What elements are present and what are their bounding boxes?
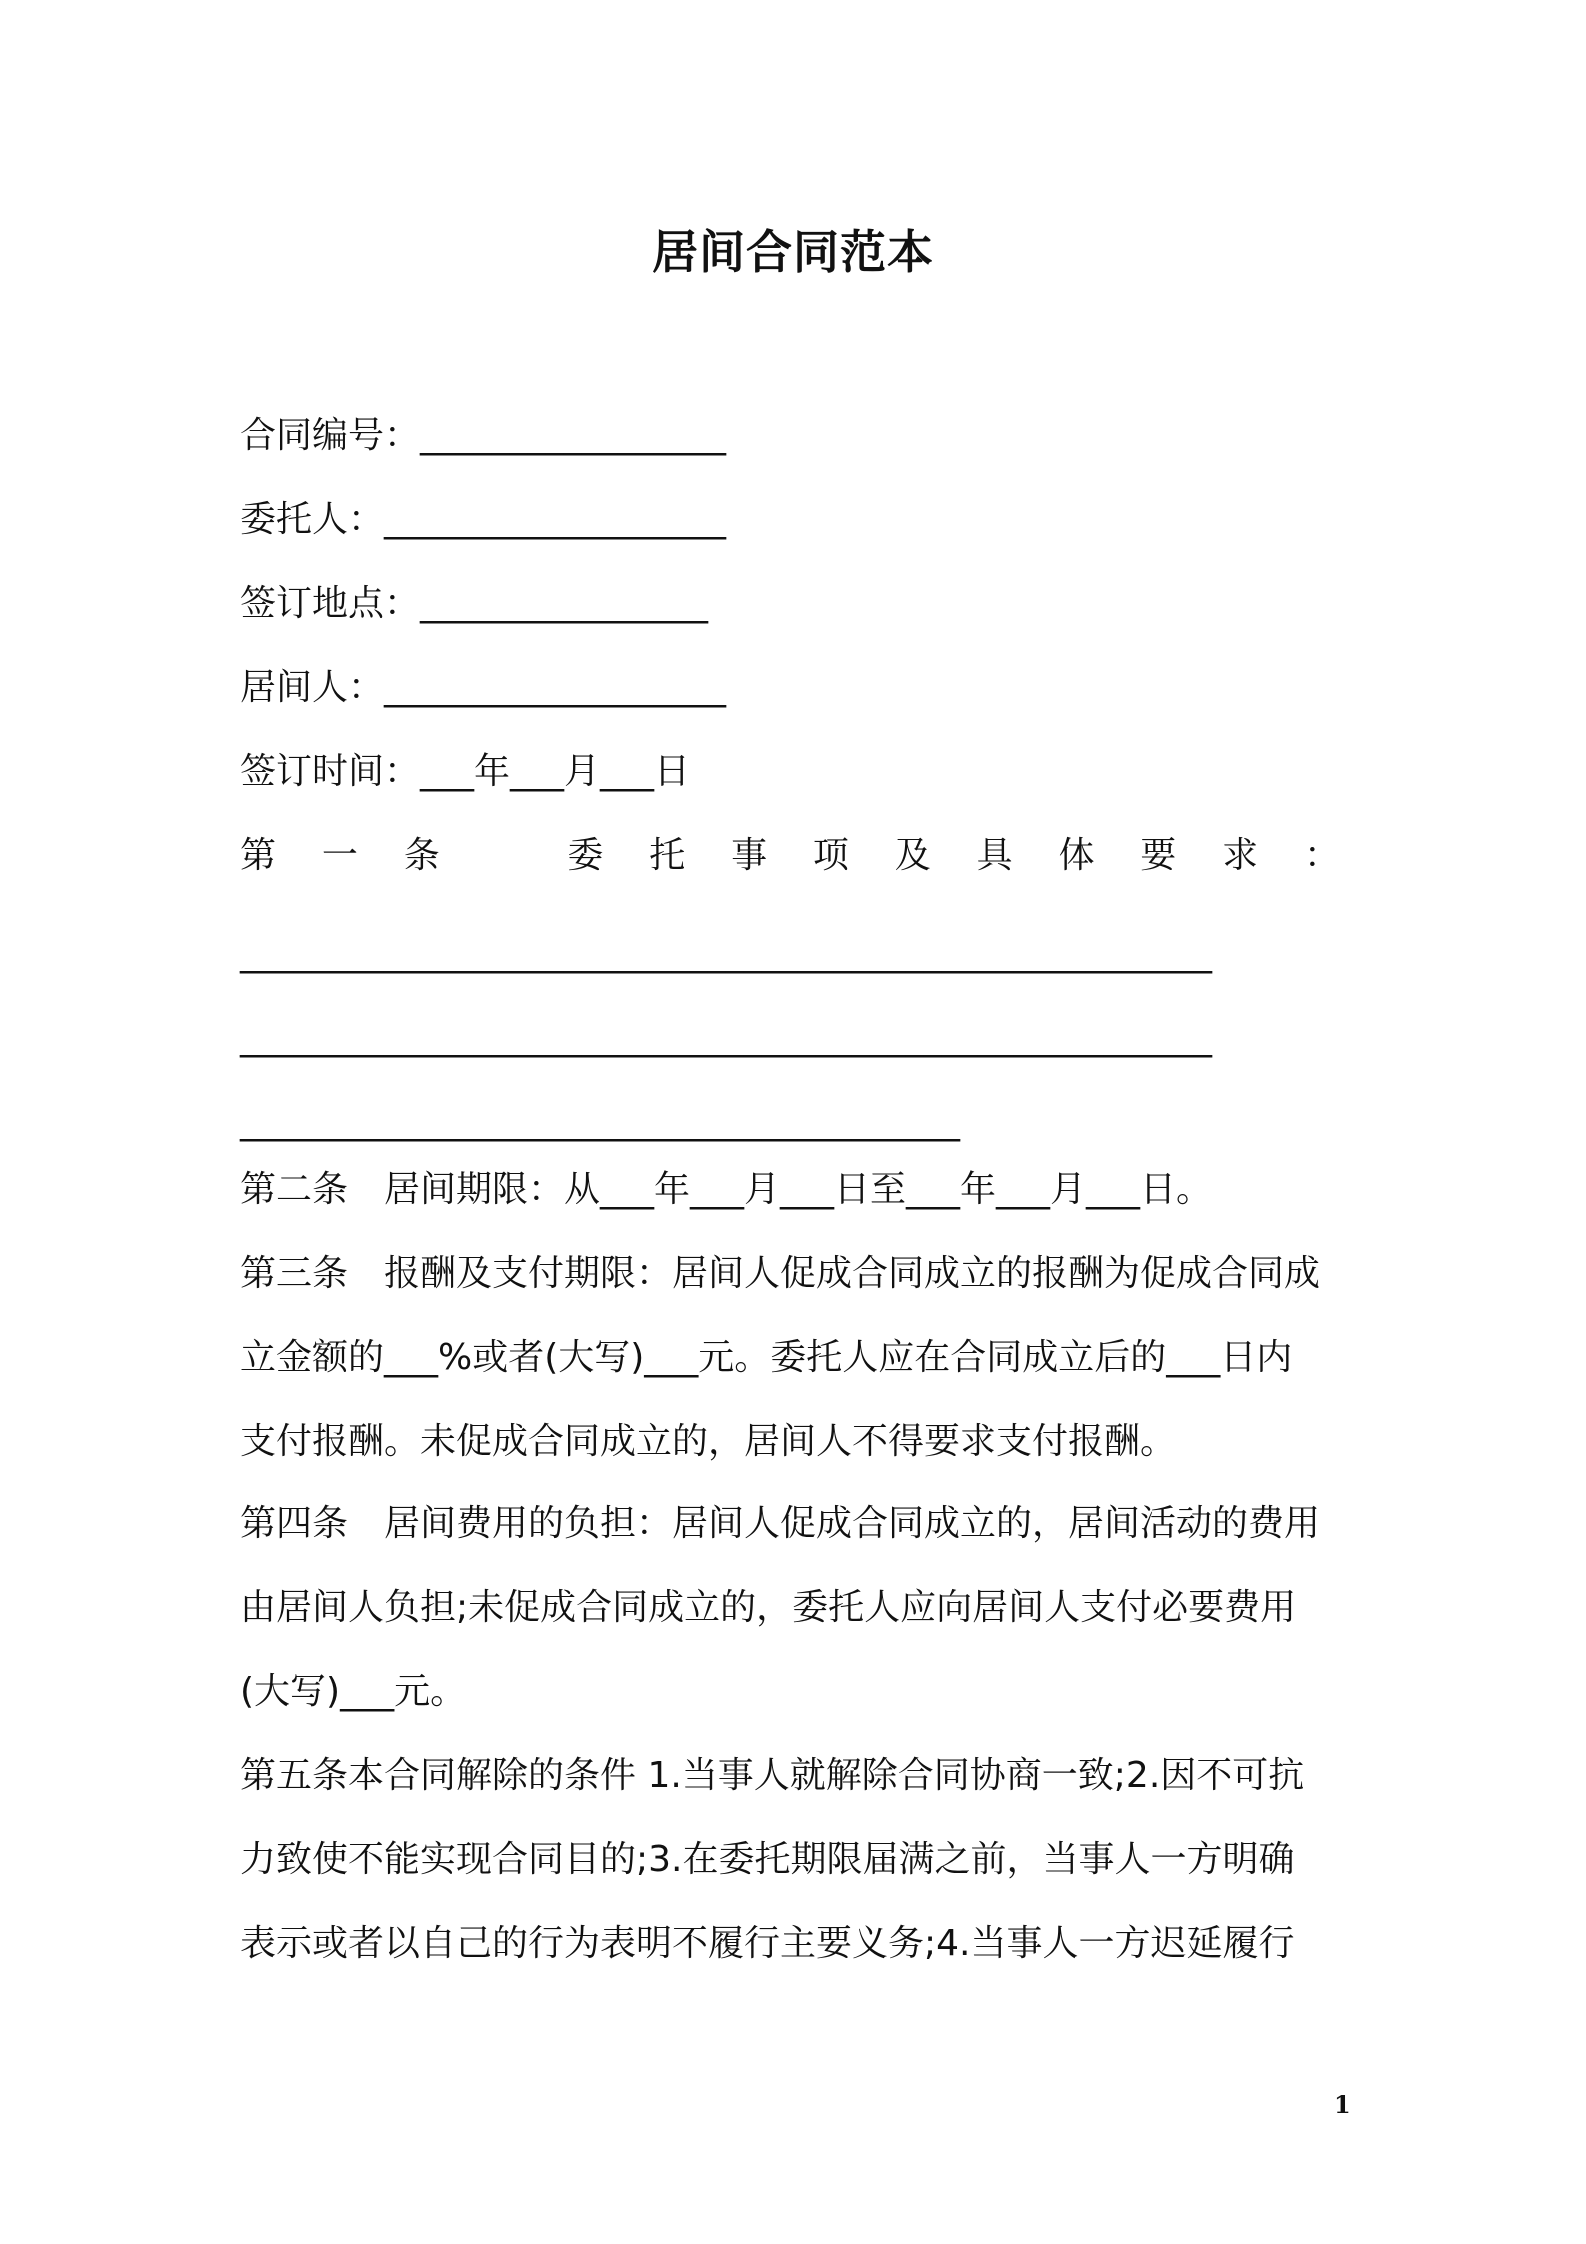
intermediary-line: 居间人：___________________ bbox=[240, 667, 727, 708]
contract-number-line: 合同编号：_________________ bbox=[240, 415, 727, 456]
article-1-heading: 第一条 委托事项及具体要求： bbox=[240, 835, 1340, 876]
article-5-line-2: 力致使不能实现合同目的;3.在委托期限届满之前，当事人一方明确 bbox=[240, 1839, 1295, 1880]
article-5-line-1: 第五条本合同解除的条件 1.当事人就解除合同协商一致;2.因不可抗 bbox=[240, 1755, 1305, 1796]
blank-line-1: ______________________________________________________ bbox=[240, 933, 1212, 974]
client-line: 委托人：___________________ bbox=[240, 499, 727, 540]
article-5-line-3: 表示或者以自己的行为表明不履行主要义务;4.当事人一方迟延履行 bbox=[240, 1923, 1295, 1964]
article-4-line-2: 由居间人负担;未促成合同成立的，委托人应向居间人支付必要费用 bbox=[240, 1587, 1297, 1628]
blank-line-3: ________________________________________ bbox=[240, 1101, 960, 1142]
article-3-line-2: 立金额的___%或者(大写)___元。委托人应在合同成立后的___日内 bbox=[240, 1337, 1293, 1378]
page-number: 1 bbox=[1334, 2090, 1351, 2119]
signing-time-line: 签订时间：___年___月___日 bbox=[240, 751, 691, 792]
document-title: 居间合同范本 bbox=[652, 225, 934, 279]
article-3-line-1: 第三条 报酬及支付期限：居间人促成合同成立的报酬为促成合同成 bbox=[240, 1253, 1321, 1294]
blank-line-2: ______________________________________________________ bbox=[240, 1017, 1212, 1058]
signing-place-line: 签订地点：________________ bbox=[240, 583, 709, 624]
article-4-line-3: (大写)___元。 bbox=[240, 1671, 467, 1712]
article-3-line-3: 支付报酬。未促成合同成立的，居间人不得要求支付报酬。 bbox=[240, 1421, 1177, 1462]
article-2-line: 第二条 居间期限：从___年___月___日至___年___月___日。 bbox=[240, 1169, 1213, 1210]
article-4-line-1: 第四条 居间费用的负担：居间人促成合同成立的，居间活动的费用 bbox=[240, 1503, 1321, 1544]
